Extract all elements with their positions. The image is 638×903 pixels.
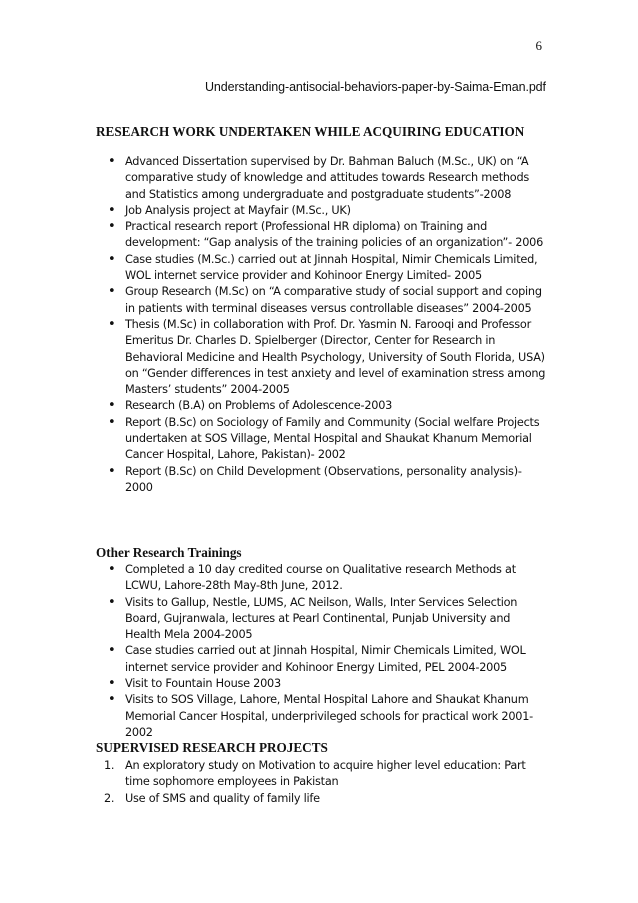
list-item: • Visit to Fountain House 2003	[96, 676, 546, 692]
supervised-projects-list	[96, 758, 546, 807]
list-item: • Research (B.A) on Problems of Adolescence-2003	[96, 398, 546, 414]
list-item: • Completed a 10 day credited course on Qualitative research Methods at LCWU, Lahore-28th May-8th June, 2012.	[96, 562, 546, 595]
list-item: • Job Analysis project at Mayfair (M.Sc., UK)	[96, 203, 546, 219]
section-heading-supervised-projects: SUPERVISED RESEARCH PROJECTS	[96, 740, 328, 755]
list-item: • Case studies carried out at Jinnah Hospital, Nimir Chemicals Limited, WOL internet service provider and Kohinoor Energy Limited, PEL 2004-2005	[96, 643, 546, 676]
list-item: • Visits to Gallup, Nestle, LUMS, AC Neilson, Walls, Inter Services Selection Board, Gujranwala, lectures at Pearl Continental, Punjab University and Health Mela 2004-2005	[96, 595, 546, 644]
list-item: • Report (B.Sc) on Sociology of Family and Community (Social welfare Projects undertaken at SOS Village, Mental Hospital and Shaukat Khanum Memorial Cancer Hospital, Lahore, Pakistan)- 2002	[96, 415, 546, 464]
list-item: • Visits to SOS Village, Lahore, Mental Hospital Lahore and Shaukat Khanum Memorial Cancer Hospital, underprivileged schools for practical work 2001-2002	[96, 692, 546, 741]
list-item	[96, 758, 546, 791]
list-item-text: Use of SMS and quality of family life	[125, 791, 320, 805]
list-item: • Report (B.Sc) on Child Development (Observations, personality analysis)- 2000	[96, 464, 546, 497]
list-item: • Group Research (M.Sc) on “A comparative study of social support and coping in patients with terminal diseases versus controllable diseases” 2004-2005	[96, 284, 546, 317]
other-trainings-list	[96, 562, 546, 741]
list-number: 1.	[104, 759, 115, 772]
section-heading-research-work: RESEARCH WORK UNDERTAKEN WHILE ACQUIRING EDUCATION	[96, 124, 525, 139]
list-item-text: An exploratory study on Motivation to acquire higher level education: Part time sophomore employees in Pakistan	[125, 759, 526, 789]
list-item: • Thesis (M.Sc) in collaboration with Prof. Dr. Yasmin N. Farooqi and Professor Emeritus Dr. Charles D. Spielberger (Director, Center for Research in Behavioral Medicine and Health Psychology, University of South Florida, USA) on “Gender differences in test anxiety and level of examination stress among Masters’ students” 2004-2005	[96, 317, 546, 398]
research-work-list	[96, 154, 546, 496]
list-number: 2.	[104, 791, 115, 805]
file-name-header: Understanding-antisocial-behaviors-paper-by-Saima-Eman.pdf	[205, 80, 546, 94]
list-item: • Practical research report (Professional HR diploma) on Training and development: “Gap analysis of the training policies of an organization”- 2006	[96, 219, 546, 252]
list-item: • Case studies (M.Sc.) carried out at Jinnah Hospital, Nimir Chemicals Limited, WOL internet service provider and Kohinoor Energy Limited- 2005	[96, 252, 546, 285]
page-number: 6	[535, 38, 542, 53]
list-item: • Advanced Dissertation supervised by Dr. Bahman Baluch (M.Sc., UK) on “A comparative study of knowledge and attitudes towards Research methods and Statistics among undergraduate and postgraduate students”-2008	[96, 154, 546, 203]
list-item	[96, 791, 546, 807]
section-heading-other-trainings: Other Research Trainings	[96, 545, 242, 560]
